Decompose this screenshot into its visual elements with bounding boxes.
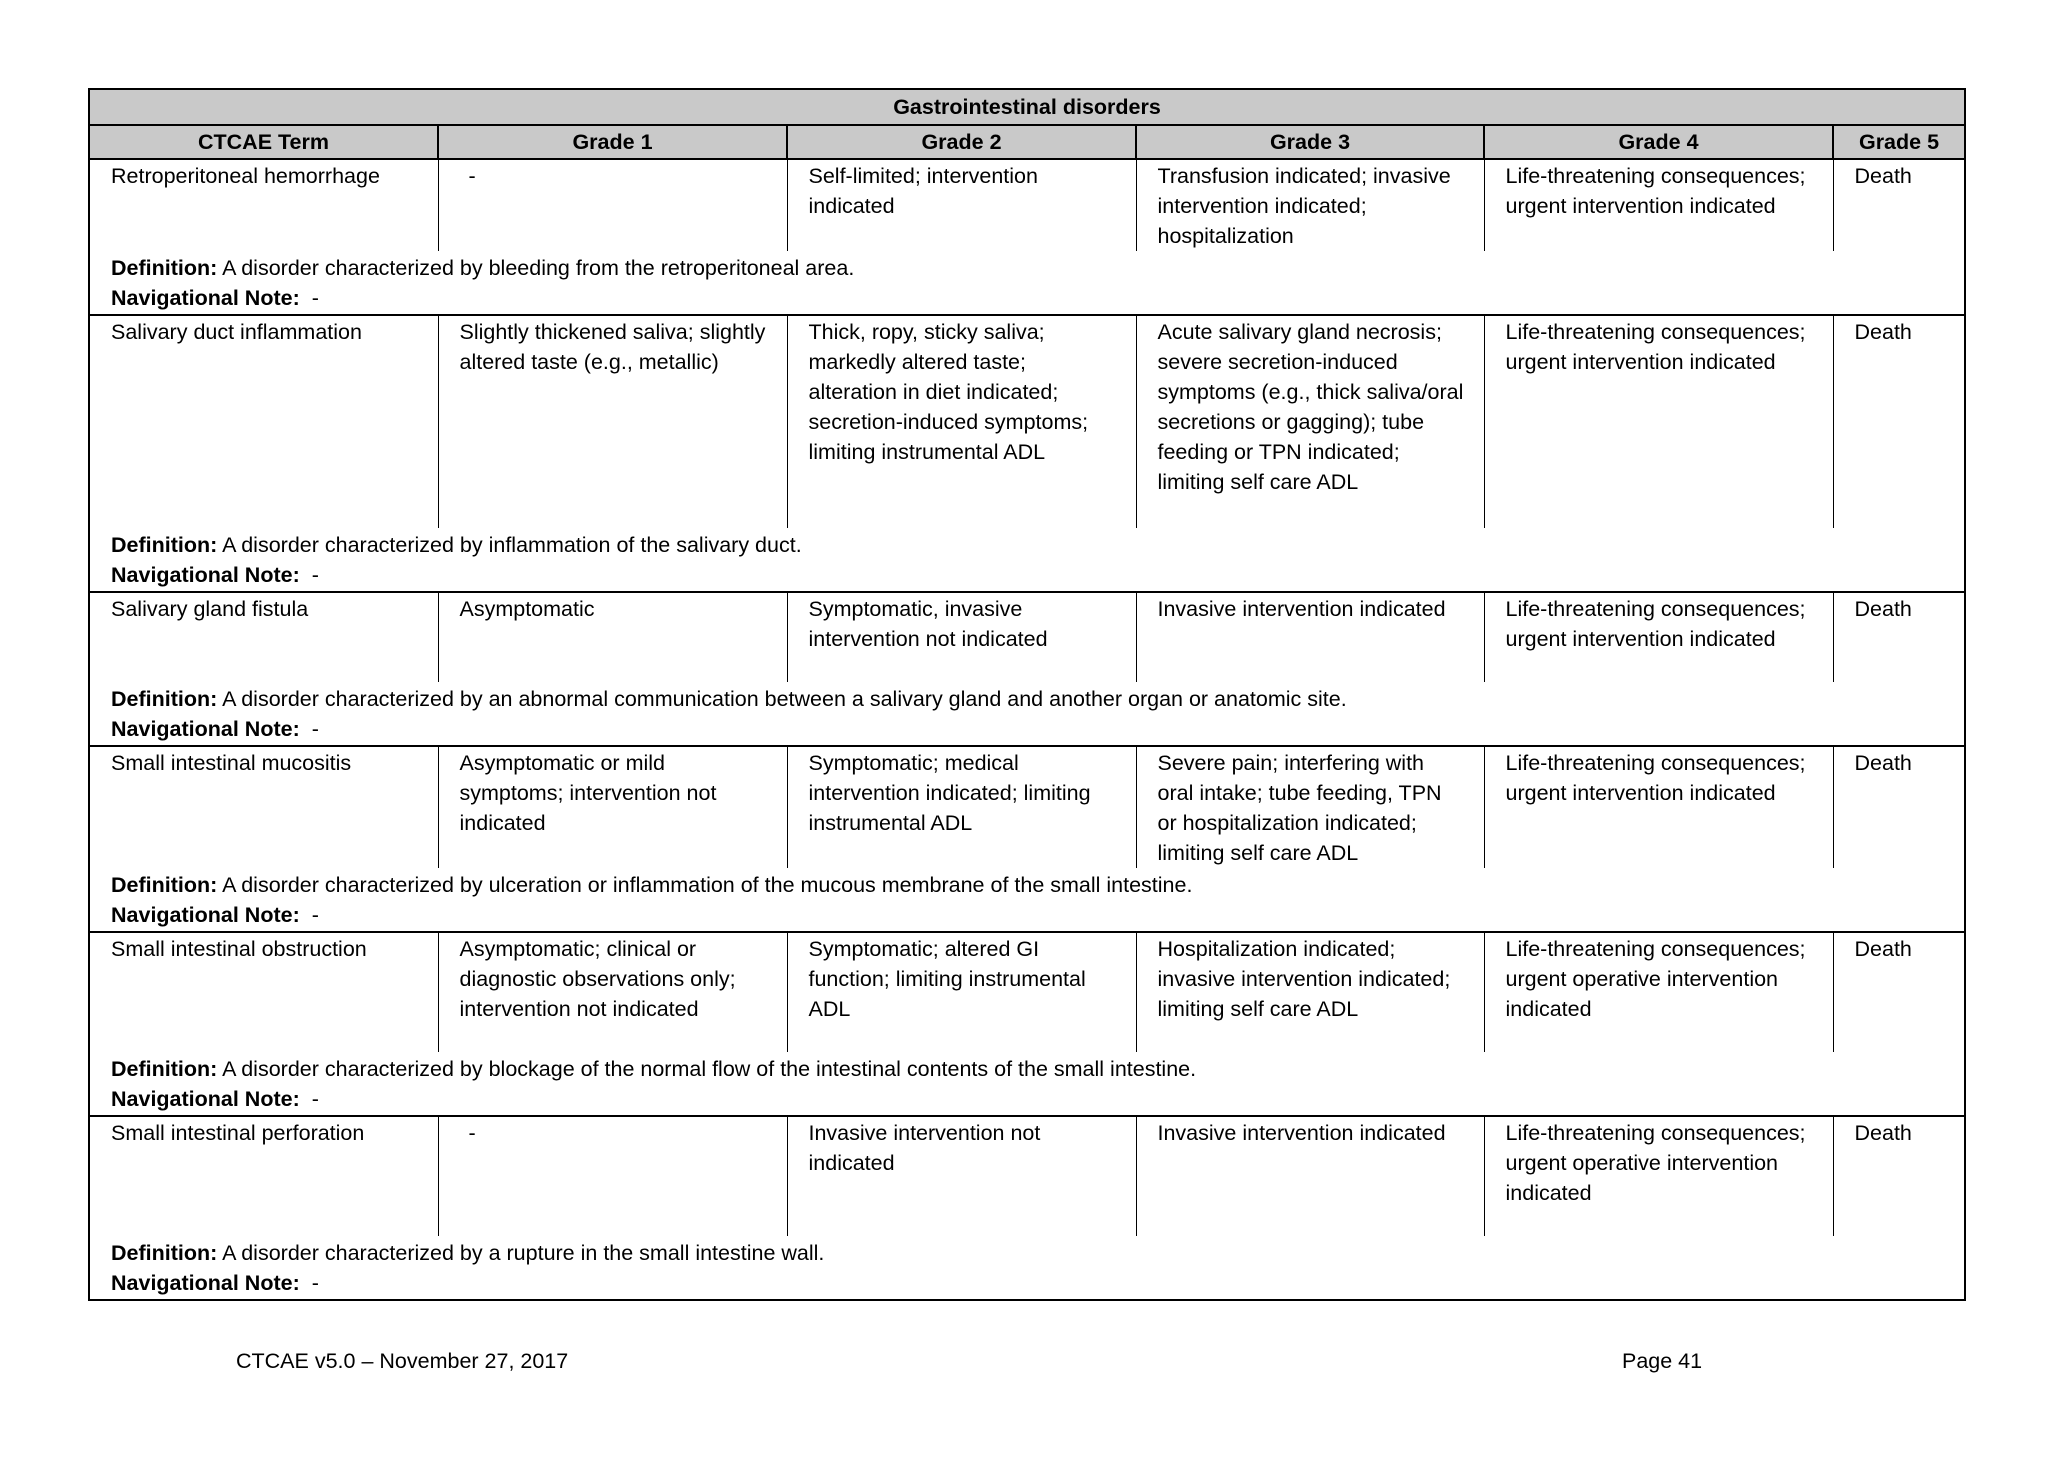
navigational-note-label: Navigational Note: <box>111 286 300 310</box>
definition-label: Definition: <box>111 873 218 897</box>
section-title: Gastrointestinal disorders <box>89 89 1965 125</box>
grade-3-cell: Invasive intervention indicated <box>1136 1116 1484 1236</box>
footer-version-date: CTCAE v5.0 – November 27, 2017 <box>236 1349 569 1373</box>
definition-text: A disorder characterized by bleeding from the retroperitoneal area. <box>222 256 855 280</box>
grade-3-cell: Acute salivary gland necrosis; severe secretion-induced symptoms (e.g., thick saliva/oral secretions or gagging); tube feeding or TPN indicated; limiting self care ADL <box>1136 315 1484 528</box>
navigational-note-row <box>89 1084 1965 1116</box>
term-name: Retroperitoneal hemorrhage <box>89 159 438 251</box>
definition-label: Definition: <box>111 533 218 557</box>
term-row-small-intestinal-obstruction <box>89 932 1965 1052</box>
navigational-note-cell <box>89 560 1965 592</box>
definition-label: Definition: <box>111 1241 218 1265</box>
navigational-note-text: - <box>311 286 319 310</box>
grade-4-cell: Life-threatening consequences; urgent intervention indicated <box>1484 746 1833 868</box>
grade-1-cell: Slightly thickened saliva; slightly altered taste (e.g., metallic) <box>438 315 787 528</box>
term-name: Salivary gland fistula <box>89 592 438 682</box>
definition-text: A disorder characterized by inflammation of the salivary duct. <box>222 533 802 557</box>
column-header-term: CTCAE Term <box>89 125 438 159</box>
definition-label: Definition: <box>111 1057 218 1081</box>
definition-label: Definition: <box>111 256 218 280</box>
table-body <box>89 159 1965 1300</box>
definition-cell <box>89 682 1965 714</box>
grade-5-cell: Death <box>1833 592 1965 682</box>
definition-row <box>89 1052 1965 1084</box>
column-header-grade-5: Grade 5 <box>1833 125 1965 159</box>
definition-text: A disorder characterized by ulceration or inflammation of the mucous membrane of the small intestine. <box>222 873 1193 897</box>
grade-1-cell: - <box>438 1116 787 1236</box>
definition-cell <box>89 1052 1965 1084</box>
navigational-note-row <box>89 1268 1965 1300</box>
definition-row <box>89 1236 1965 1268</box>
grade-5-cell: Death <box>1833 159 1965 251</box>
navigational-note-label: Navigational Note: <box>111 1271 300 1295</box>
term-name: Small intestinal obstruction <box>89 932 438 1052</box>
navigational-note-label: Navigational Note: <box>111 717 300 741</box>
grade-3-cell: Transfusion indicated; invasive intervention indicated; hospitalization <box>1136 159 1484 251</box>
definition-text: A disorder characterized by an abnormal communication between a salivary gland and another organ or anatomic site. <box>222 687 1347 711</box>
column-header-grade-3: Grade 3 <box>1136 125 1484 159</box>
term-row-salivary-gland-fistula <box>89 592 1965 682</box>
grade-2-cell: Symptomatic; altered GI function; limiting instrumental ADL <box>787 932 1136 1052</box>
navigational-note-text: - <box>311 1087 319 1111</box>
navigational-note-cell <box>89 283 1965 315</box>
grade-5-cell: Death <box>1833 315 1965 528</box>
grade-1-cell: Asymptomatic; clinical or diagnostic observations only; intervention not indicated <box>438 932 787 1052</box>
definition-row <box>89 528 1965 560</box>
grade-2-cell: Symptomatic, invasive intervention not indicated <box>787 592 1136 682</box>
navigational-note-row <box>89 900 1965 932</box>
grade-3-cell: Invasive intervention indicated <box>1136 592 1484 682</box>
navigational-note-row <box>89 560 1965 592</box>
term-name: Small intestinal perforation <box>89 1116 438 1236</box>
definition-row <box>89 868 1965 900</box>
navigational-note-cell <box>89 900 1965 932</box>
grade-4-cell: Life-threatening consequences; urgent intervention indicated <box>1484 315 1833 528</box>
definition-text: A disorder characterized by blockage of the normal flow of the intestinal contents of the small intestine. <box>222 1057 1197 1081</box>
grade-4-cell: Life-threatening consequences; urgent intervention indicated <box>1484 592 1833 682</box>
term-row-small-intestinal-mucositis <box>89 746 1965 868</box>
definition-cell <box>89 528 1965 560</box>
navigational-note-text: - <box>311 717 319 741</box>
grade-4-cell: Life-threatening consequences; urgent intervention indicated <box>1484 159 1833 251</box>
grade-5-cell: Death <box>1833 746 1965 868</box>
navigational-note-row <box>89 283 1965 315</box>
footer-page-number: Page 41 <box>1622 1349 1703 1373</box>
grade-2-cell: Self-limited; intervention indicated <box>787 159 1136 251</box>
term-row-retroperitoneal-hemorrhage <box>89 159 1965 251</box>
navigational-note-label: Navigational Note: <box>111 563 300 587</box>
grade-2-cell: Symptomatic; medical intervention indicated; limiting instrumental ADL <box>787 746 1136 868</box>
navigational-note-cell <box>89 714 1965 746</box>
definition-row <box>89 251 1965 283</box>
grade-1-cell: Asymptomatic <box>438 592 787 682</box>
grade-2-cell: Invasive intervention not indicated <box>787 1116 1136 1236</box>
navigational-note-row <box>89 714 1965 746</box>
navigational-note-text: - <box>311 1271 319 1295</box>
navigational-note-cell <box>89 1084 1965 1116</box>
definition-label: Definition: <box>111 687 218 711</box>
definition-text: A disorder characterized by a rupture in the small intestine wall. <box>222 1241 825 1265</box>
definition-cell <box>89 251 1965 283</box>
column-header-grade-4: Grade 4 <box>1484 125 1833 159</box>
grade-4-cell: Life-threatening consequences; urgent operative intervention indicated <box>1484 1116 1833 1236</box>
grade-5-cell: Death <box>1833 932 1965 1052</box>
column-header-grade-2: Grade 2 <box>787 125 1136 159</box>
grade-4-cell: Life-threatening consequences; urgent operative intervention indicated <box>1484 932 1833 1052</box>
ctcae-table <box>88 88 1966 1301</box>
navigational-note-label: Navigational Note: <box>111 903 300 927</box>
grade-1-cell: - <box>438 159 787 251</box>
term-name: Small intestinal mucositis <box>89 746 438 868</box>
grade-1-cell: Asymptomatic or mild symptoms; intervention not indicated <box>438 746 787 868</box>
navigational-note-text: - <box>311 903 319 927</box>
grade-3-cell: Severe pain; interfering with oral intake; tube feeding, TPN or hospitalization indicated; limiting self care ADL <box>1136 746 1484 868</box>
term-row-salivary-duct-inflammation <box>89 315 1965 528</box>
grade-3-cell: Hospitalization indicated; invasive intervention indicated; limiting self care ADL <box>1136 932 1484 1052</box>
term-name: Salivary duct inflammation <box>89 315 438 528</box>
navigational-note-label: Navigational Note: <box>111 1087 300 1111</box>
term-row-small-intestinal-perforation <box>89 1116 1965 1236</box>
navigational-note-cell <box>89 1268 1965 1300</box>
document-page <box>88 88 1964 1301</box>
grade-5-cell: Death <box>1833 1116 1965 1236</box>
definition-cell <box>89 1236 1965 1268</box>
column-header-grade-1: Grade 1 <box>438 125 787 159</box>
grade-2-cell: Thick, ropy, sticky saliva; markedly altered taste; alteration in diet indicated; secretion-induced symptoms; limiting instrumental ADL <box>787 315 1136 528</box>
definition-row <box>89 682 1965 714</box>
definition-cell <box>89 868 1965 900</box>
navigational-note-text: - <box>311 563 319 587</box>
